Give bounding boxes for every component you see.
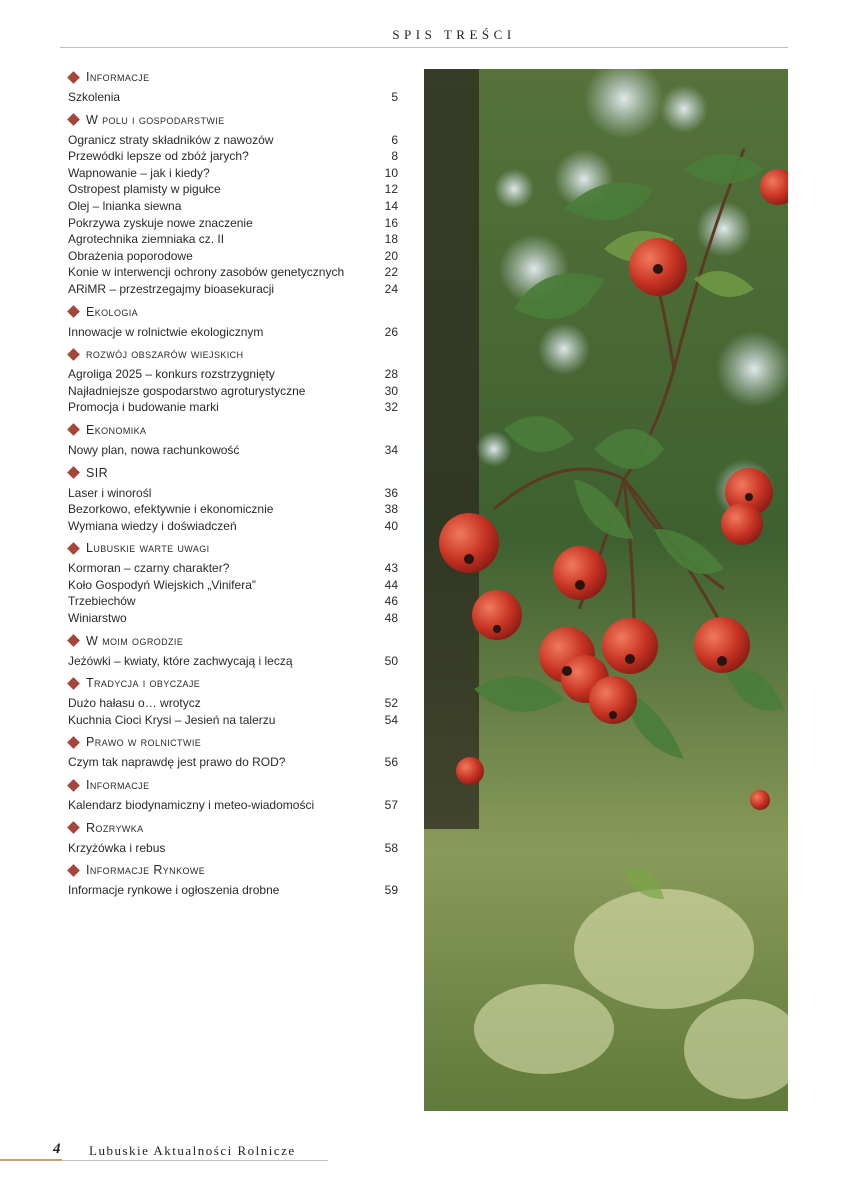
section-title: rozwój obszarów wiejskich bbox=[86, 347, 244, 362]
entry-title: Agroliga 2025 – konkurs rozstrzygnięty bbox=[68, 367, 275, 382]
toc-entry[interactable] bbox=[68, 148, 398, 165]
entry-title: Nowy plan, nowa rachunkowość bbox=[68, 442, 240, 457]
toc-section bbox=[68, 819, 398, 857]
toc-section bbox=[68, 345, 398, 416]
entry-page-number: 20 bbox=[384, 248, 398, 263]
entry-title: Ostropest plamisty w pigułce bbox=[68, 182, 221, 197]
toc-entry[interactable] bbox=[68, 712, 398, 729]
entry-title: Jeżówki – kwiaty, które zachwycają i leczą bbox=[68, 653, 293, 668]
entry-page-number: 10 bbox=[384, 165, 398, 180]
entry-page-number: 56 bbox=[384, 755, 398, 770]
toc-section bbox=[68, 303, 398, 341]
entry-title: Obrażenia poporodowe bbox=[68, 248, 193, 263]
toc-entry[interactable] bbox=[68, 577, 398, 594]
toc-entry[interactable] bbox=[68, 399, 398, 416]
section-title: SIR bbox=[86, 465, 109, 480]
toc-entry[interactable] bbox=[68, 281, 398, 298]
diamond-bullet-icon bbox=[67, 634, 80, 647]
entry-title: Kuchnia Cioci Krysi – Jesień na talerzu bbox=[68, 712, 276, 727]
section-title: Lubuskie warte uwagi bbox=[86, 541, 210, 556]
entry-page-number: 28 bbox=[384, 367, 398, 382]
toc-entry[interactable] bbox=[68, 442, 398, 459]
section-title: Prawo w rolnictwie bbox=[86, 735, 202, 750]
toc-entry[interactable] bbox=[68, 797, 398, 814]
toc-section-heading bbox=[68, 303, 398, 321]
entry-title: Winiarstwo bbox=[68, 611, 127, 626]
toc-entry[interactable] bbox=[68, 324, 398, 341]
toc-entry[interactable] bbox=[68, 366, 398, 383]
entry-page-number: 12 bbox=[384, 182, 398, 197]
footer-accent-rule bbox=[0, 1159, 62, 1161]
entry-page-number: 57 bbox=[384, 798, 398, 813]
toc-section-heading bbox=[68, 861, 398, 879]
diamond-bullet-icon bbox=[67, 542, 80, 555]
entry-page-number: 52 bbox=[384, 696, 398, 711]
entry-page-number: 38 bbox=[384, 502, 398, 517]
entry-title: Olej – lnianka siewna bbox=[68, 198, 182, 213]
entry-title: Wapnowanie – jak i kiedy? bbox=[68, 165, 210, 180]
toc-section bbox=[68, 539, 398, 626]
toc-entry[interactable] bbox=[68, 754, 398, 771]
toc-entry[interactable] bbox=[68, 181, 398, 198]
toc-section-heading bbox=[68, 632, 398, 650]
entry-title: ARiMR – przestrzegajmy bioasekuracji bbox=[68, 281, 275, 296]
entry-page-number: 44 bbox=[384, 577, 398, 592]
toc-entry[interactable] bbox=[68, 840, 398, 857]
toc-entry[interactable] bbox=[68, 518, 398, 535]
diamond-bullet-icon bbox=[67, 779, 80, 792]
footer-publication-title: Lubuskie Aktualności Rolnicze bbox=[89, 1143, 296, 1158]
entry-page-number: 24 bbox=[384, 281, 398, 296]
entry-title: Szkolenia bbox=[68, 90, 121, 104]
entry-title: Laser i winorośl bbox=[68, 485, 152, 500]
toc-entry[interactable] bbox=[68, 882, 398, 899]
table-of-contents bbox=[68, 68, 398, 904]
entry-page-number: 54 bbox=[384, 712, 398, 727]
toc-entry[interactable] bbox=[68, 695, 398, 712]
diamond-bullet-icon bbox=[67, 736, 80, 749]
section-title: Ekologia bbox=[86, 304, 139, 319]
toc-section-heading bbox=[68, 674, 398, 692]
entry-title: Pokrzywa zyskuje nowe znaczenie bbox=[68, 215, 253, 230]
entry-title: Promocja i budowanie marki bbox=[68, 400, 219, 415]
entry-title: Dużo hałasu o… wrotycz bbox=[68, 696, 201, 711]
toc-section bbox=[68, 464, 398, 535]
toc-section bbox=[68, 861, 398, 899]
toc-entry[interactable] bbox=[68, 383, 398, 400]
section-title: Informacje bbox=[86, 778, 150, 793]
entry-page-number: 30 bbox=[384, 383, 398, 398]
toc-entry[interactable] bbox=[68, 501, 398, 518]
toc-section-heading bbox=[68, 421, 398, 439]
toc-entry[interactable] bbox=[68, 653, 398, 670]
diamond-bullet-icon bbox=[67, 424, 80, 437]
toc-entry[interactable] bbox=[68, 485, 398, 502]
toc-entry[interactable] bbox=[68, 560, 398, 577]
entry-page-number: 59 bbox=[384, 883, 398, 898]
toc-section bbox=[68, 776, 398, 814]
entry-page-number: 43 bbox=[384, 561, 398, 576]
section-title: Rozrywka bbox=[86, 820, 144, 835]
toc-section-heading bbox=[68, 733, 398, 751]
entry-title: Ogranicz straty składników z nawozów bbox=[68, 132, 274, 147]
hawthorn-berries-photo bbox=[424, 69, 788, 1111]
section-title: Informacje bbox=[86, 70, 150, 84]
diamond-bullet-icon bbox=[67, 113, 80, 126]
entry-title: Konie w interwencji ochrony zasobów genetycznych bbox=[68, 265, 345, 280]
toc-section bbox=[68, 632, 398, 670]
toc-section-heading bbox=[68, 776, 398, 794]
entry-title: Kormoran – czarny charakter? bbox=[68, 561, 230, 576]
section-title: W moim ogrodzie bbox=[86, 633, 184, 648]
toc-section-heading bbox=[68, 111, 398, 129]
toc-entry[interactable] bbox=[68, 593, 398, 610]
entry-title: Trzebiechów bbox=[68, 594, 136, 609]
entry-title: Bezorkowo, efektywnie i ekonomicznie bbox=[68, 502, 274, 517]
entry-page-number: 18 bbox=[384, 232, 398, 247]
entry-title: Czym tak naprawdę jest prawo do ROD? bbox=[68, 755, 286, 770]
hawthorn-illustration bbox=[424, 69, 788, 1111]
entry-page-number: 34 bbox=[384, 442, 398, 457]
toc-section-heading bbox=[68, 345, 398, 363]
entry-page-number: 5 bbox=[391, 90, 398, 104]
entry-page-number: 16 bbox=[384, 215, 398, 230]
toc-entry[interactable] bbox=[68, 264, 398, 281]
diamond-bullet-icon bbox=[67, 71, 80, 84]
entry-title: Najładniejsze gospodarstwo agroturystyczne bbox=[68, 383, 306, 398]
entry-page-number: 40 bbox=[384, 518, 398, 533]
section-title: Ekonomika bbox=[86, 422, 147, 437]
page-header-title: SPIS TREŚCI bbox=[392, 27, 516, 42]
entry-title: Koło Gospodyń Wiejskich „Vinifera” bbox=[68, 577, 256, 592]
toc-section-heading bbox=[68, 819, 398, 837]
entry-page-number: 32 bbox=[384, 400, 398, 415]
entry-title: Agrotechnika ziemniaka cz. II bbox=[68, 232, 225, 247]
entry-title: Wymiana wiedzy i doświadczeń bbox=[68, 518, 237, 533]
entry-page-number: 22 bbox=[384, 265, 398, 280]
toc-entry[interactable] bbox=[68, 215, 398, 232]
toc-section bbox=[68, 68, 398, 106]
entry-page-number: 36 bbox=[384, 485, 398, 500]
diamond-bullet-icon bbox=[67, 466, 80, 479]
toc-entry[interactable] bbox=[68, 132, 398, 149]
entry-title: Krzyżówka i rebus bbox=[68, 840, 166, 855]
toc-entry[interactable] bbox=[68, 248, 398, 265]
entry-page-number: 46 bbox=[384, 594, 398, 609]
entry-page-number: 58 bbox=[384, 840, 398, 855]
toc-section-heading bbox=[68, 464, 398, 482]
diamond-bullet-icon bbox=[67, 821, 80, 834]
diamond-bullet-icon bbox=[67, 864, 80, 877]
entry-title: Przewódki lepsze od zbóż jarych? bbox=[68, 149, 249, 164]
section-title: W polu i gospodarstwie bbox=[86, 112, 225, 127]
toc-section bbox=[68, 111, 398, 298]
toc-section-heading bbox=[68, 539, 398, 557]
entry-page-number: 26 bbox=[384, 324, 398, 339]
entry-page-number: 48 bbox=[384, 611, 398, 626]
toc-entry[interactable] bbox=[68, 165, 398, 182]
entry-page-number: 8 bbox=[391, 149, 398, 164]
diamond-bullet-icon bbox=[67, 305, 80, 318]
footer-page-number: 4 bbox=[53, 1141, 61, 1157]
diamond-bullet-icon bbox=[67, 677, 80, 690]
toc-entry[interactable] bbox=[68, 89, 398, 106]
diamond-bullet-icon bbox=[67, 348, 80, 361]
toc-section bbox=[68, 674, 398, 728]
entry-page-number: 14 bbox=[384, 198, 398, 213]
entry-title: Innowacje w rolnictwie ekologicznym bbox=[68, 324, 264, 339]
toc-section bbox=[68, 733, 398, 771]
toc-entry[interactable] bbox=[68, 198, 398, 215]
section-title: Informacje Rynkowe bbox=[86, 863, 206, 878]
section-title: Tradycja i obyczaje bbox=[86, 676, 201, 691]
entry-title: Informacje rynkowe i ogłoszenia drobne bbox=[68, 883, 280, 898]
toc-section bbox=[68, 421, 398, 459]
entry-page-number: 6 bbox=[391, 132, 398, 147]
entry-title: Kalendarz biodynamiczny i meteo-wiadomości bbox=[68, 798, 315, 813]
toc-section-heading bbox=[68, 68, 398, 86]
toc-entry[interactable] bbox=[68, 231, 398, 248]
header-divider bbox=[60, 47, 788, 48]
toc-entry[interactable] bbox=[68, 610, 398, 627]
entry-page-number: 50 bbox=[384, 653, 398, 668]
footer-divider bbox=[62, 1160, 328, 1161]
